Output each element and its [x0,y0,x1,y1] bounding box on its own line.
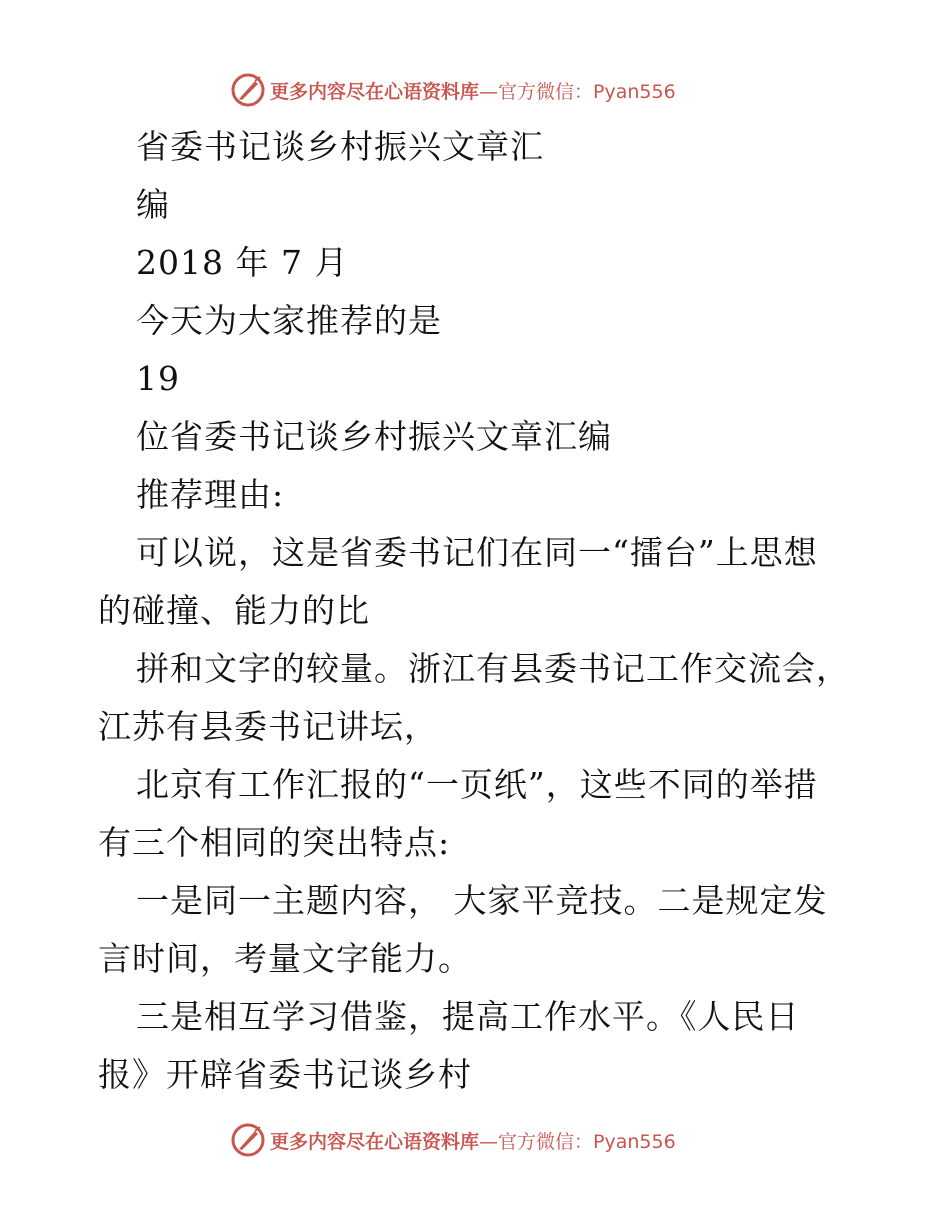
text-line: 位省委书记谈乡村振兴文章汇编 [136,417,612,456]
paragraph-line: 的碰撞、能力的比 [98,591,370,630]
paragraph-line: 有三个相同的突出特点: [98,823,451,862]
title-line-1: 省委书记谈乡村振兴文章汇 [136,127,544,166]
banner-main-text: 更多内容尽在心语资料库 [270,80,480,103]
header-watermark-banner [230,70,676,110]
title-line-2: 编 [136,185,170,224]
section-heading: 推荐理由: [136,475,285,514]
footer-watermark-banner [230,1120,676,1160]
paragraph-line: 三是相互学习借鉴，提高工作水平。《人民日 [136,997,800,1036]
paragraph-line: 一是同一主题内容， 大家平竞技。二是规定发 [136,881,828,920]
text-line: 19 [136,359,180,398]
banner-dash: — [479,1130,499,1153]
quill-logo-icon [230,1122,266,1158]
document-body [98,118,858,1104]
banner-wechat-text: 官方微信：Pyan556 [498,80,676,103]
banner-text [270,77,676,104]
paragraph-line: 言时间，考量文字能力。 [98,939,472,978]
paragraph-line: 报》开辟省委书记谈乡村 [98,1055,472,1094]
text-line: 今天为大家推荐的是 [136,301,442,340]
banner-wechat-text: 官方微信：Pyan556 [498,1130,676,1153]
paragraph-line: 江苏有县委书记讲坛， [98,707,438,746]
banner-text [270,1127,676,1154]
quill-logo-icon [230,72,266,108]
paragraph-line: 拼和文字的较量。浙江有县委书记工作交流会， [136,649,850,688]
paragraph-line: 可以说，这是省委书记们在同一“擂台”上思想 [136,533,818,572]
date-line: 2018 年 7 月 [136,243,349,282]
paragraph-line: 北京有工作汇报的“一页纸”，这些不同的举措 [136,765,818,804]
banner-main-text: 更多内容尽在心语资料库 [270,1130,480,1153]
banner-dash: — [479,80,499,103]
